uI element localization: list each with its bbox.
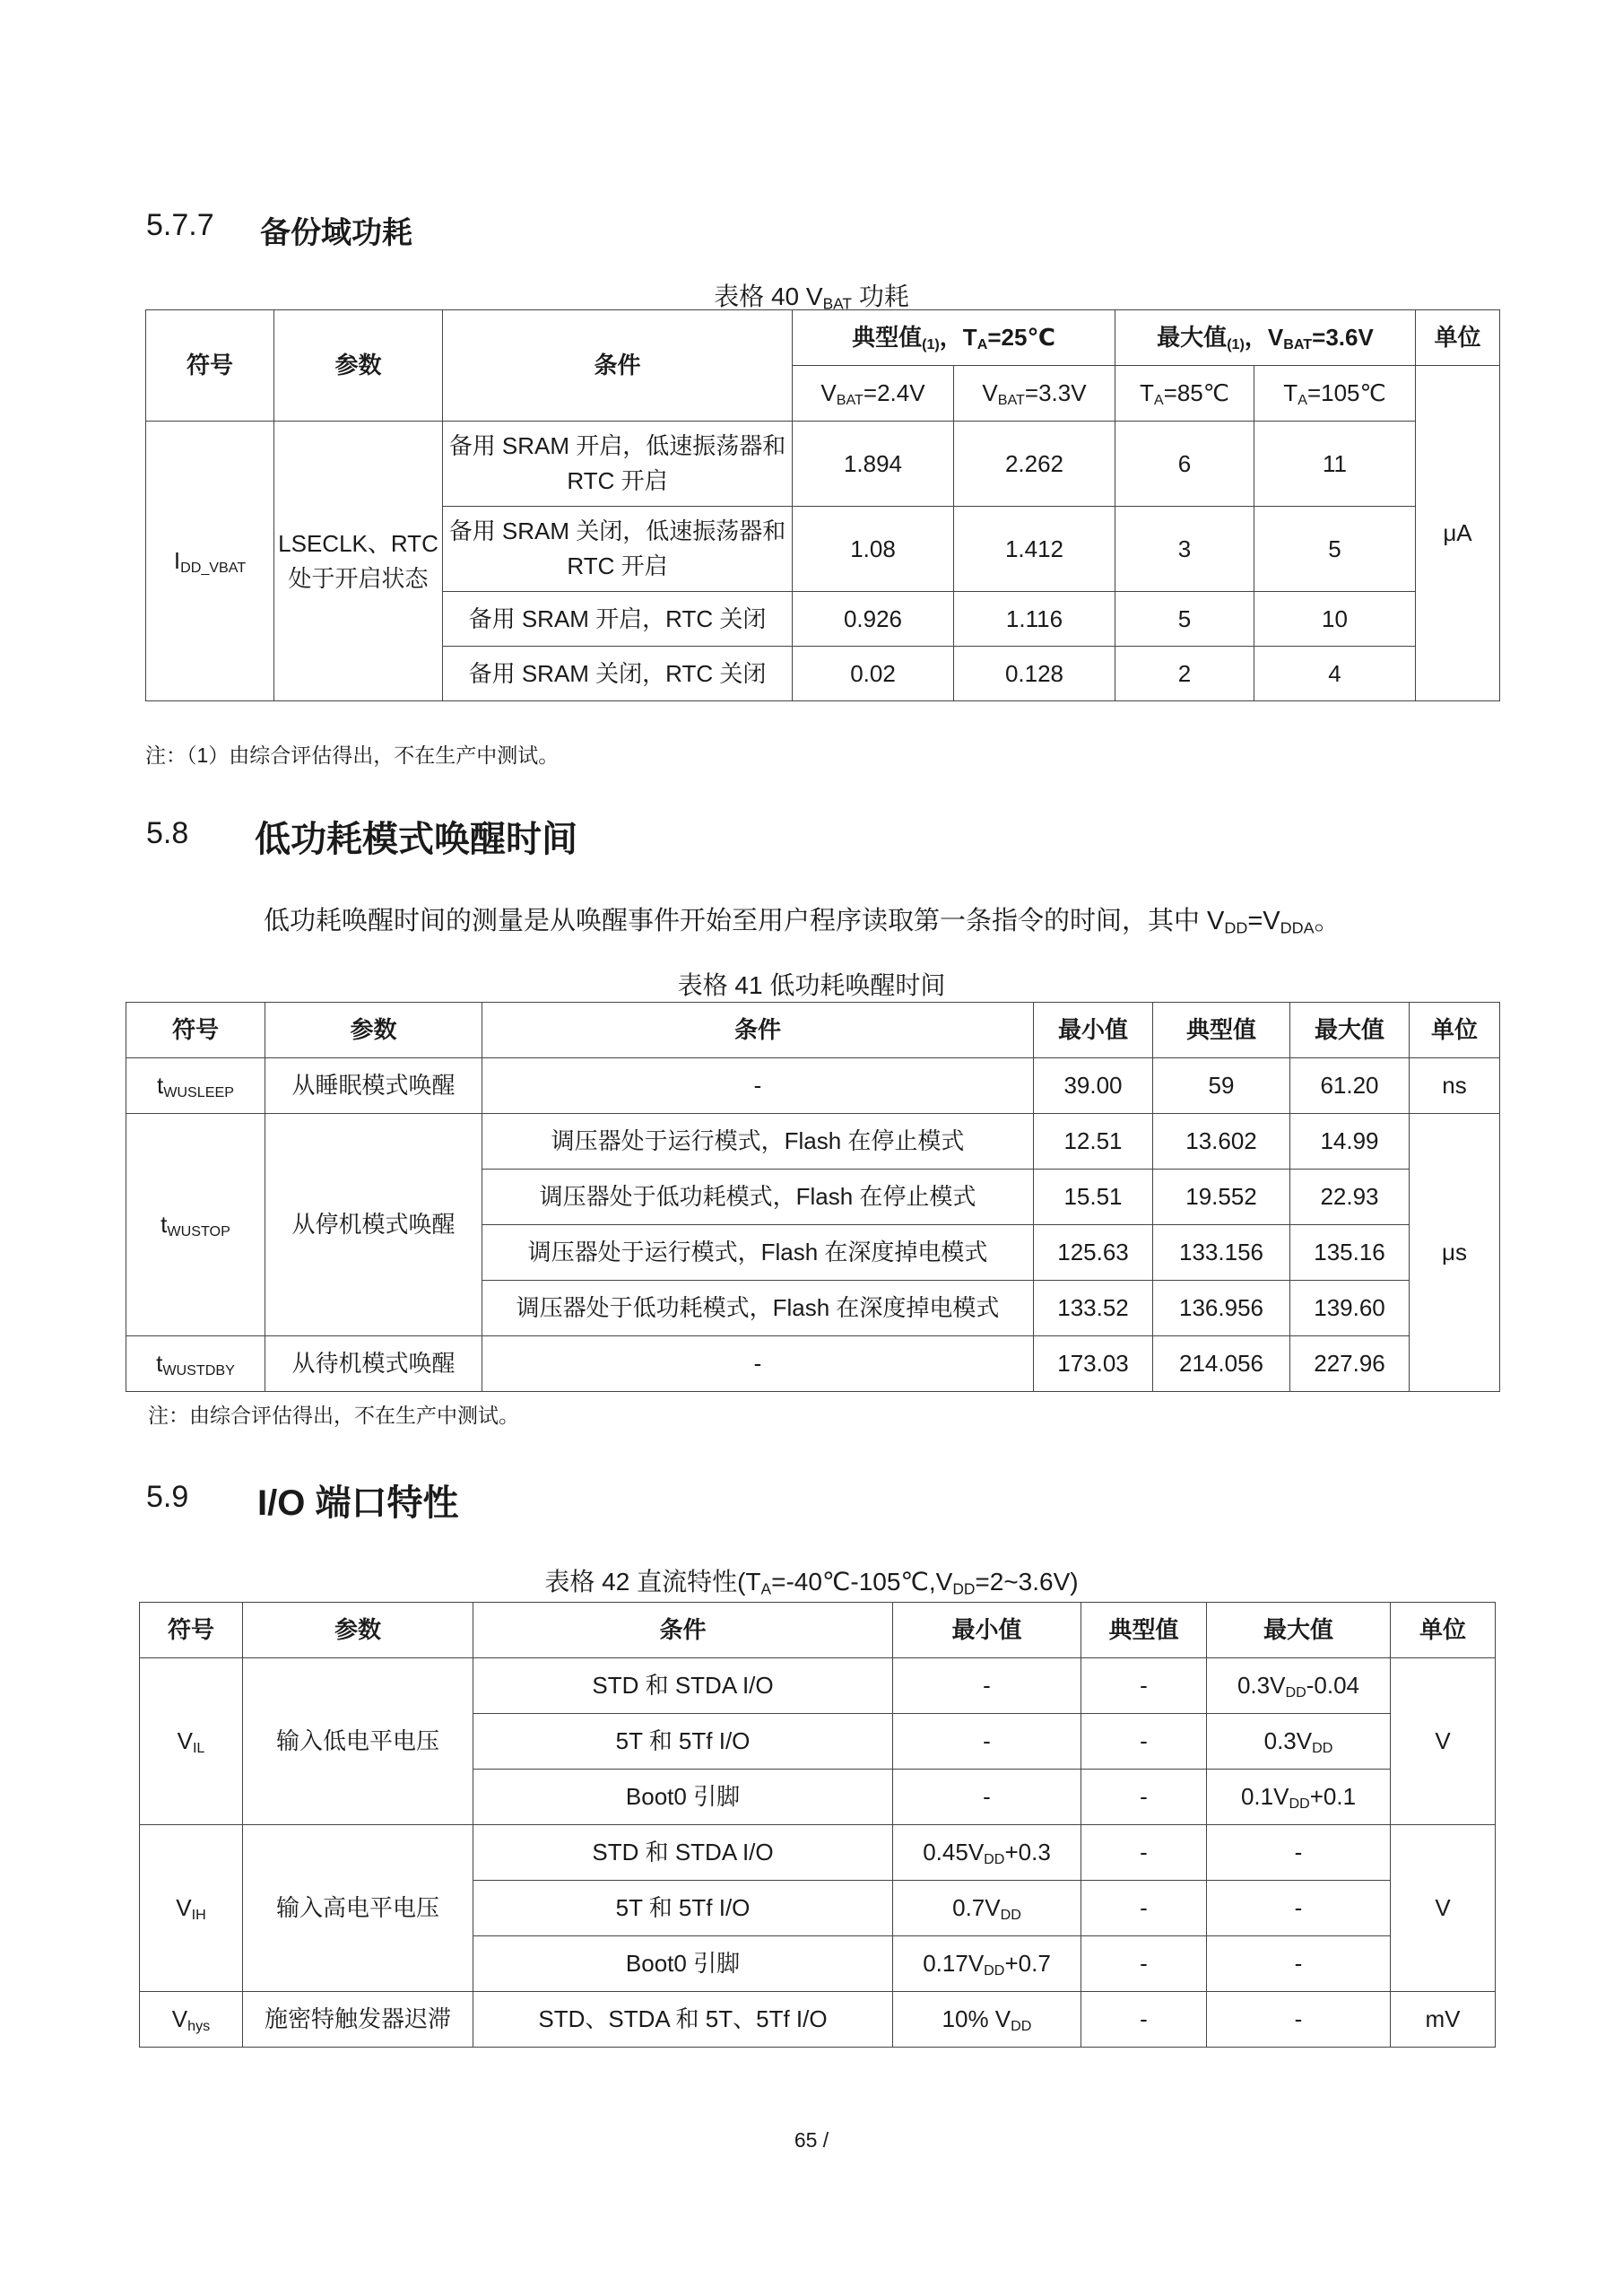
value-cell: 139.60 (1290, 1281, 1410, 1336)
value-cell: - (1081, 1936, 1207, 1992)
section-number: 5.8 (146, 816, 189, 850)
value-cell: 135.16 (1290, 1225, 1410, 1281)
table-note: 注：由综合评估得出，不在生产中测试。 (148, 1404, 519, 1427)
table-caption: 表格 40 $V_{BAT}$ 功耗 (714, 283, 909, 313)
symbol-cell: $V_{hys}$ (140, 1992, 243, 2048)
value-cell: 1.08 (793, 507, 954, 592)
cond-cell: 调压器处于运行模式，Flash 在停止模式 (482, 1114, 1034, 1170)
dc-characteristics-table (139, 1602, 1496, 2048)
value-cell: 10 (1254, 592, 1416, 647)
value-cell: 125.63 (1034, 1225, 1153, 1281)
header-min: 最小值 (1034, 1003, 1153, 1058)
header-max: 最大值$_{(1)}$，$V_{BAT}=3.6V$ (1115, 310, 1416, 366)
symbol-cell: $t_{WUSTDBY}$ (126, 1336, 265, 1392)
value-cell: 5 (1254, 507, 1416, 592)
param-cell: 施密特触发器迟滞 (243, 1992, 473, 2048)
value-cell: 22.93 (1290, 1170, 1410, 1225)
vbat-power-table (145, 309, 1500, 701)
value-cell: - (1081, 1714, 1207, 1770)
value-cell: $0.45V_{DD}+0.3$ (893, 1825, 1081, 1881)
value-cell: $0.3V_{DD}-0.04$ (1207, 1658, 1391, 1714)
cond-cell: 备用 SRAM 开启，RTC 关闭 (443, 592, 793, 647)
table-row (140, 1992, 1496, 2048)
section-number: 5.7.7 (146, 208, 214, 242)
param-cell: 输入低电平电压 (243, 1658, 473, 1825)
value-cell: 2 (1115, 647, 1254, 701)
value-cell: 11 (1254, 422, 1416, 507)
value-cell: - (1207, 1992, 1391, 2048)
value-cell: - (1081, 1992, 1207, 2048)
table-caption: 表格 42 直流特性$(T_A=-40℃-105℃,V_{DD}=2\sim 3.6V)$ (544, 1568, 1079, 1598)
section-title: 备份域功耗 (260, 216, 412, 250)
value-cell: 4 (1254, 647, 1416, 701)
cond-cell: Boot0 引脚 (473, 1936, 893, 1992)
wakeup-time-table (126, 1002, 1500, 1392)
value-cell: - (893, 1770, 1081, 1825)
section-title: I/O 端口特性 (257, 1483, 459, 1523)
header-unit: 单位 (1391, 1603, 1496, 1658)
unit-cell: μs (1410, 1114, 1500, 1392)
cond-cell: 备用 SRAM 关闭，低速振荡器和 RTC 开启 (443, 507, 793, 592)
header-typical: 典型值 (1153, 1003, 1290, 1058)
cond-cell: 备用 SRAM 关闭，RTC 关闭 (443, 647, 793, 701)
header-param: 参数 (265, 1003, 482, 1058)
table-note: 注：（1）由综合评估得出，不在生产中测试。 (145, 744, 560, 767)
value-cell: 136.956 (1153, 1281, 1290, 1336)
unit-cell: V (1391, 1658, 1496, 1825)
value-cell: - (1081, 1770, 1207, 1825)
subheader-vbat33: $V_{BAT}=3.3V$ (954, 366, 1115, 422)
value-cell: 1.412 (954, 507, 1115, 592)
value-cell: - (1207, 1936, 1391, 1992)
symbol-cell: $t_{WUSLEEP}$ (126, 1058, 265, 1114)
value-cell: 39.00 (1034, 1058, 1153, 1114)
value-cell: 19.552 (1153, 1170, 1290, 1225)
cond-cell: 调压器处于运行模式，Flash 在深度掉电模式 (482, 1225, 1034, 1281)
subheader-vbat24: $V_{BAT}=2.4V$ (793, 366, 954, 422)
value-cell: 0.02 (793, 647, 954, 701)
header-symbol: 符号 (146, 310, 274, 422)
header-condition: 条件 (473, 1603, 893, 1658)
value-cell: 13.602 (1153, 1114, 1290, 1170)
cond-cell: 5T 和 5Tf I/O (473, 1714, 893, 1770)
cond-cell: 调压器处于低功耗模式，Flash 在深度掉电模式 (482, 1281, 1034, 1336)
header-typical: 典型值 (1081, 1603, 1207, 1658)
value-cell: 0.128 (954, 647, 1115, 701)
value-cell: - (1207, 1881, 1391, 1936)
header-min: 最小值 (893, 1603, 1081, 1658)
header-max: 最大值 (1207, 1603, 1391, 1658)
symbol-cell: $V_{IH}$ (140, 1825, 243, 1992)
header-param: 参数 (274, 310, 443, 422)
subheader-ta105: $T_A=105℃$ (1254, 366, 1416, 422)
cond-cell: STD 和 STDA I/O (473, 1658, 893, 1714)
symbol-cell: $I_{DD\_VBAT}$ (146, 422, 274, 701)
value-cell: 10% $V_{DD}$ (893, 1992, 1081, 2048)
header-symbol: 符号 (126, 1003, 265, 1058)
header-condition: 条件 (482, 1003, 1034, 1058)
value-cell: - (1081, 1881, 1207, 1936)
page-number: 65 / (794, 2128, 829, 2152)
value-cell: 6 (1115, 422, 1254, 507)
value-cell: 12.51 (1034, 1114, 1153, 1170)
value-cell: 1.116 (954, 592, 1115, 647)
header-unit: 单位 (1410, 1003, 1500, 1058)
cond-cell: Boot0 引脚 (473, 1770, 893, 1825)
param-cell: 从停机模式唤醒 (265, 1114, 482, 1336)
cond-cell: 备用 SRAM 开启，低速振荡器和 RTC 开启 (443, 422, 793, 507)
value-cell: $0.7V_{DD}$ (893, 1881, 1081, 1936)
unit-cell: μA (1416, 366, 1500, 701)
value-cell: - (1081, 1658, 1207, 1714)
value-cell: - (893, 1658, 1081, 1714)
param-cell: LSECLK、RTC 处于开启状态 (274, 422, 443, 701)
value-cell: - (1081, 1825, 1207, 1881)
table-row (126, 1058, 1500, 1114)
cond-cell: - (482, 1336, 1034, 1392)
section-number: 5.9 (146, 1480, 189, 1514)
value-cell: 133.52 (1034, 1281, 1153, 1336)
value-cell: 0.926 (793, 592, 954, 647)
value-cell: - (1207, 1825, 1391, 1881)
cond-cell: 5T 和 5Tf I/O (473, 1881, 893, 1936)
cond-cell: STD 和 STDA I/O (473, 1825, 893, 1881)
cond-cell: 调压器处于低功耗模式，Flash 在停止模式 (482, 1170, 1034, 1225)
unit-cell: ns (1410, 1058, 1500, 1114)
value-cell: 61.20 (1290, 1058, 1410, 1114)
value-cell: - (893, 1714, 1081, 1770)
unit-cell: V (1391, 1825, 1496, 1992)
value-cell: $0.3V_{DD}$ (1207, 1714, 1391, 1770)
value-cell: 227.96 (1290, 1336, 1410, 1392)
value-cell: 133.156 (1153, 1225, 1290, 1281)
value-cell: 14.99 (1290, 1114, 1410, 1170)
param-cell: 输入高电平电压 (243, 1825, 473, 1992)
param-cell: 从睡眠模式唤醒 (265, 1058, 482, 1114)
header-unit: 单位 (1416, 310, 1500, 366)
value-cell: $0.17V_{DD}+0.7$ (893, 1936, 1081, 1992)
header-typical: 典型值$_{(1)}$，$T_A=25℃$ (793, 310, 1115, 366)
table-caption: 表格 41 低功耗唤醒时间 (677, 971, 946, 999)
value-cell: 173.03 (1034, 1336, 1153, 1392)
value-cell: $0.1V_{DD}+0.1$ (1207, 1770, 1391, 1825)
subheader-ta85: $T_A=85℃$ (1115, 366, 1254, 422)
table-row (126, 1336, 1500, 1392)
table-row (126, 1114, 1500, 1170)
cond-cell: STD、STDA 和 5T、5Tf I/O (473, 1992, 893, 2048)
value-cell: 1.894 (793, 422, 954, 507)
cond-cell: - (482, 1058, 1034, 1114)
header-symbol: 符号 (140, 1603, 243, 1658)
symbol-cell: $V_{IL}$ (140, 1658, 243, 1825)
param-cell: 从待机模式唤醒 (265, 1336, 482, 1392)
header-max: 最大值 (1290, 1003, 1410, 1058)
value-cell: 3 (1115, 507, 1254, 592)
value-cell: 2.262 (954, 422, 1115, 507)
section-title: 低功耗模式唤醒时间 (255, 820, 577, 859)
header-param: 参数 (243, 1603, 473, 1658)
header-condition: 条件 (443, 310, 793, 422)
table-row (146, 422, 1500, 507)
table-row (140, 1658, 1496, 1714)
value-cell: 15.51 (1034, 1170, 1153, 1225)
symbol-cell: $t_{WUSTOP}$ (126, 1114, 265, 1336)
unit-cell: mV (1391, 1992, 1496, 2048)
paragraph: 低功耗唤醒时间的测量是从唤醒事件开始至用户程序读取第一条指令的时间，其中 $V_{DD}=V_{DDA}$。 (264, 907, 1341, 937)
table-row (140, 1825, 1496, 1881)
value-cell: 5 (1115, 592, 1254, 647)
value-cell: 59 (1153, 1058, 1290, 1114)
value-cell: 214.056 (1153, 1336, 1290, 1392)
